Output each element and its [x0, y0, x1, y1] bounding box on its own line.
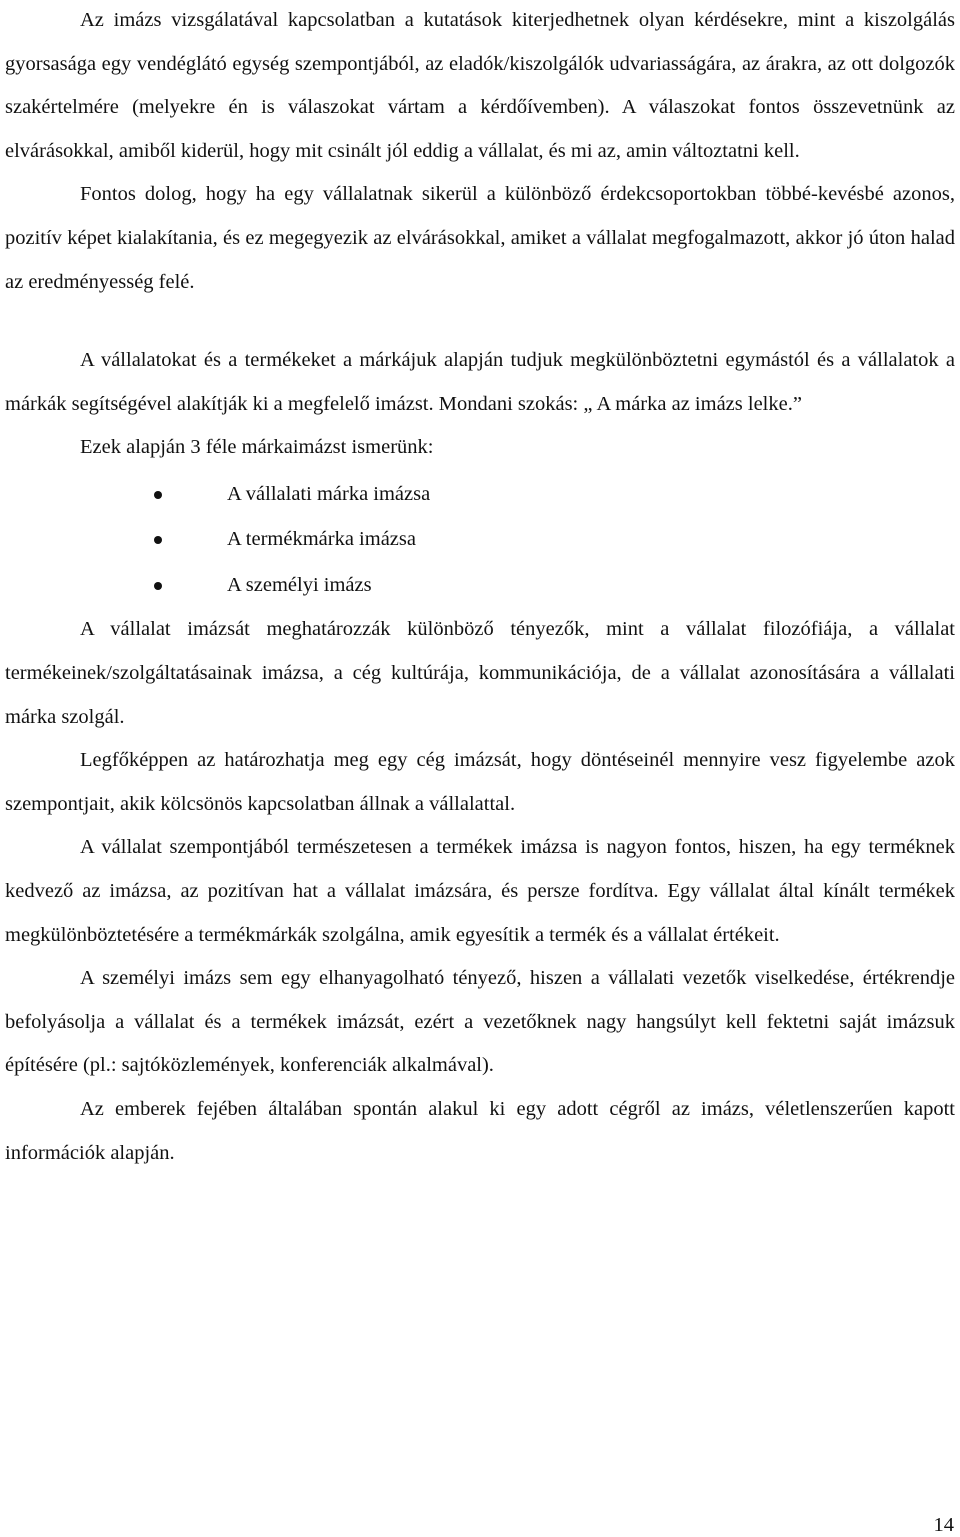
paragraph-brand-differentiation: A vállalatokat és a termékeket a márkájuk alapján tudjuk megkülönböztetni egymástól és a vállalatok a márkák segítségével alakítják ki a megfelelő imázst. Mondani szokás: „ A márka az imázs lelke.”: [5, 349, 955, 415]
document-page: [5, 0, 955, 1175]
page-number: 14: [933, 1514, 954, 1536]
bullet-icon: [154, 582, 162, 590]
brand-image-types-list: [5, 472, 955, 609]
list-item: [5, 472, 955, 518]
paragraph-personal-image: A személyi imázs sem egy elhanyagolható tényező, hiszen a vállalati vezetők viselkedése, értékrendje befolyásolja a vállalat és a termékek imázsát, ezért a vezetőknek nagy hangsúlyt kell fektetni saját imázsuk építésére (pl.: sajtóközlemények, konferenciák alkalmával).: [5, 967, 955, 1077]
paragraph-brand-types-intro: Ezek alapján 3 féle márkaimázst ismerünk:: [80, 436, 434, 459]
paragraph-product-image: A vállalat szempontjából természetesen a termékek imázsa is nagyon fontos, hiszen, ha egy terméknek kedvező az imázsa, az pozitívan hat a vállalat imázsára, és persze fordítva. Egy vállalat által kínált termékek megkülönböztetésére a termékmárkák szolgálna, amik egyesítik a termék és a vállalat értékeit.: [5, 836, 955, 946]
bullet-icon: [154, 536, 162, 544]
paragraph-positive-image: Fontos dolog, hogy ha egy vállalatnak sikerül a különböző érdekcsoportokban többé-kevésbé azonos, pozitív képet kialakítania, és ez megegyezik az elvárásokkal, amiket a vállalat megfogalmazott, akkor jó úton halad az eredményesség felé.: [5, 183, 955, 293]
list-item-text: A termékmárka imázsa: [227, 528, 416, 551]
paragraph-spontaneous-image: Az emberek fejében általában spontán alakul ki egy adott cégről az imázs, véletlenszerűen kapott információk alapján.: [5, 1097, 955, 1164]
list-item: [5, 517, 955, 563]
paragraph-stakeholders: Legfőképpen az határozhatja meg egy cég imázsát, hogy döntéseinél mennyire vesz figyelembe azok szempontjait, akik kölcsönös kapcsolatban állnak a vállalattal.: [5, 749, 955, 815]
bullet-icon: [154, 491, 162, 499]
paragraph-corporate-image: A vállalat imázsát meghatározzák különböző tényezők, mint a vállalat filozófiája, a vállalat termékeinek/szolgáltatásainak imázsa, a cég kultúrája, kommunikációja, de a vállalat azonosítására a vállalati márka szolgál.: [5, 618, 955, 728]
list-item: [5, 563, 955, 609]
list-item-text: A vállalati márka imázsa: [227, 482, 431, 505]
paragraph-image-research: Az imázs vizsgálatával kapcsolatban a kutatások kiterjedhetnek olyan kérdésekre, mint a kiszolgálás gyorsasága egy vendéglátó egység szempontjából, az eladók/kiszolgálók udvariasságára, az árakra, az ott dolgozók szakértelmére (melyekre én is válaszokat vártam a kérdőívemben). A válaszokat fontos összevetnünk az elvárásokkal, amiből kiderül, hogy mit csinált jól eddig a vállalat, és mi az, amin változtatni kell.: [5, 9, 955, 162]
list-item-text: A személyi imázs: [227, 573, 372, 596]
